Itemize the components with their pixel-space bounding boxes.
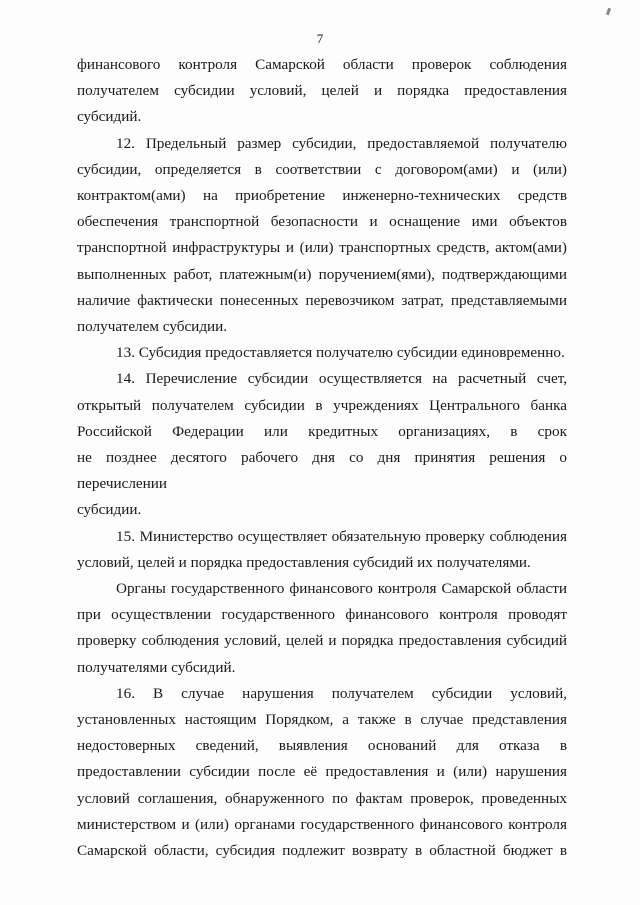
clause-16-line: министерством и (или) органами государственного финансового контроля bbox=[77, 815, 567, 833]
clause-14-line: не позднее десятого рабочего дня со дня принятия решения о перечислении bbox=[77, 449, 567, 493]
paragraph-line: получателем субсидии условий, целей и порядка предоставления субсидий. bbox=[77, 82, 567, 126]
clause-15b-line: при осуществлении государственного финансового контроля проводят bbox=[77, 606, 567, 624]
clause-12-line: контрактом(ами) на приобретение инженерно-технических средств bbox=[77, 187, 567, 205]
clause-14-line: 14. Перечисление субсидии осуществляется на расчетный счет, bbox=[116, 370, 567, 388]
clause-12-line: выполненных работ, платежным(и) поручением(ями), подтверждающими bbox=[77, 265, 567, 283]
clause-14-line: субсидии. bbox=[77, 501, 142, 519]
clause-15-line: 15. Министерство осуществляет обязательную проверку соблюдения bbox=[116, 527, 567, 545]
clause-16-line: недостоверных сведений, выявления оснований для отказа в bbox=[77, 737, 567, 755]
clause-15b-line: Органы государственного финансового контроля Самарской области bbox=[116, 580, 567, 598]
clause-12-line: субсидии, определяется в соответствии с договором(ами) и (или) bbox=[77, 160, 567, 178]
page-number: 7 bbox=[316, 31, 324, 46]
document-body bbox=[77, 52, 567, 864]
clause-16-line: Самарской области, субсидия подлежит возврату в областной бюджет в bbox=[77, 842, 567, 860]
scan-artifact-mark bbox=[606, 8, 611, 16]
clause-12-line: транспортной инфраструктуры и (или) транспортных средств, актом(ами) bbox=[77, 239, 567, 257]
clause-12-line: 12. Предельный размер субсидии, предоставляемой получателю bbox=[116, 134, 567, 152]
clause-12-line: получателем субсидии. bbox=[77, 318, 228, 336]
clause-15-line: условий, целей и порядка предоставления субсидий их получателями. bbox=[77, 553, 531, 571]
clause-16-line: условий соглашения, обнаруженного по фактам проверок, проведенных bbox=[77, 789, 567, 807]
clause-14-line: открытый получателем субсидии в учреждениях Центрального банка bbox=[77, 396, 567, 414]
clause-16-line: предоставлении субсидии после её предоставления и (или) нарушения bbox=[77, 763, 567, 781]
clause-12-line: обеспечения транспортной безопасности и оснащение ими объектов bbox=[77, 213, 567, 231]
clause-16-line: 16. В случае нарушения получателем субсидии условий, bbox=[116, 684, 567, 702]
clause-15b-line: проверку соблюдения условий, целей и порядка предоставления субсидий bbox=[77, 632, 567, 650]
clause-14-line: Российской Федерации или кредитных организациях, в срок bbox=[77, 422, 567, 440]
clause-13-line: 13. Субсидия предоставляется получателю субсидии единовременно. bbox=[116, 344, 565, 362]
clause-16-line: установленных настоящим Порядком, а также в случае представления bbox=[77, 711, 567, 729]
clause-12-line: наличие фактически понесенных перевозчиком затрат, представляемыми bbox=[77, 291, 567, 309]
paragraph-line: финансового контроля Самарской области проверок соблюдения bbox=[77, 56, 567, 73]
clause-15b-line: получателями субсидий. bbox=[77, 658, 236, 676]
